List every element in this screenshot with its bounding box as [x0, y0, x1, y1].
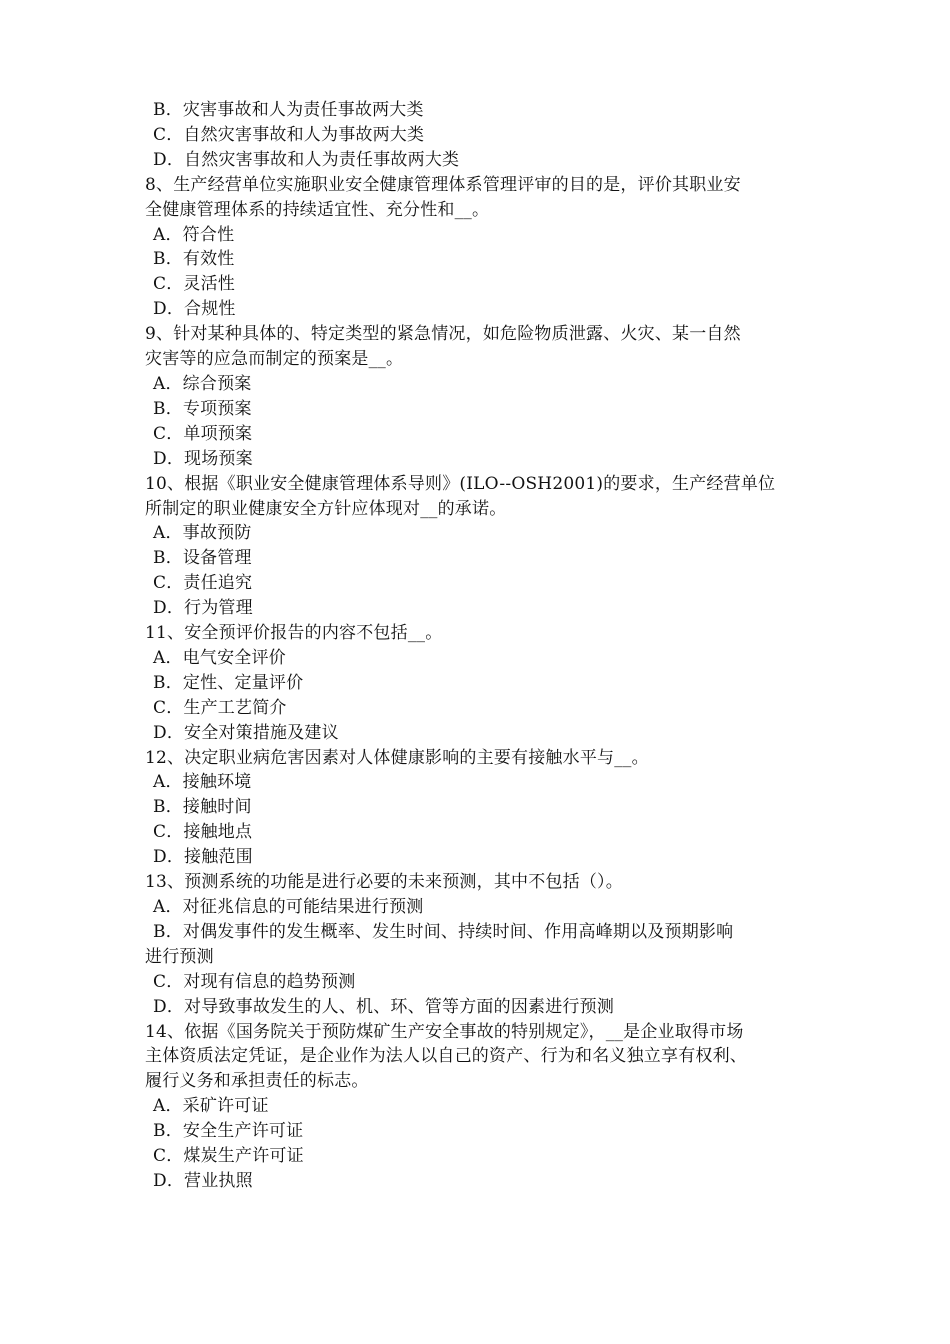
answer-option: C．自然灾害事故和人为事故两大类: [153, 124, 425, 145]
question-text: 10、根据《职业安全健康管理体系导则》(ILO--OSH2001)的要求，生产经营单位: [145, 473, 776, 494]
question-text: 11、安全预评价报告的内容不包括__。: [145, 623, 443, 644]
question-text: 12、决定职业病危害因素对人体健康影响的主要有接触水平与__。: [145, 747, 649, 768]
question-text: 主体资质法定凭证，是企业作为法人以自己的资产、行为和名义独立享有权利、: [145, 1046, 747, 1067]
question-text: 13、预测系统的功能是进行必要的未来预测，其中不包括（）。: [145, 872, 623, 893]
answer-option: B．接触时间: [153, 797, 252, 818]
answer-option: D．接触范围: [153, 847, 253, 868]
answer-option: B．有效性: [153, 249, 235, 270]
answer-option: D．现场预案: [153, 448, 253, 469]
answer-option: A．接触环境: [153, 772, 252, 793]
question-text: 14、依据《国务院关于预防煤矿生产安全事故的特别规定》，__是企业取得市场: [145, 1021, 744, 1042]
answer-option: B．定性、定量评价: [153, 672, 304, 693]
question-text: 进行预测: [145, 946, 214, 967]
answer-option: A．综合预案: [153, 373, 252, 394]
question-text: 灾害等的应急而制定的预案是__。: [145, 349, 404, 370]
answer-option: C．对现有信息的趋势预测: [153, 971, 356, 992]
answer-option: A．事故预防: [153, 523, 252, 544]
question-text: 履行义务和承担责任的标志。: [145, 1071, 369, 1092]
answer-option: C．责任追究: [153, 573, 253, 594]
answer-option: D．合规性: [153, 299, 236, 320]
question-text: 所制定的职业健康安全方针应体现对__的承诺。: [145, 498, 507, 519]
answer-option: B．灾害事故和人为责任事故两大类: [153, 100, 424, 120]
answer-option: D．营业执照: [153, 1170, 253, 1191]
answer-option: C．灵活性: [153, 274, 236, 295]
answer-option: A．采矿许可证: [153, 1096, 269, 1117]
answer-option: D．对导致事故发生的人、机、环、管等方面的因素进行预测: [153, 996, 615, 1017]
answer-option: C．单项预案: [153, 423, 253, 444]
answer-option: D．安全对策措施及建议: [153, 722, 339, 743]
answer-option: D．自然灾害事故和人为责任事故两大类: [153, 149, 460, 170]
question-text: 全健康管理体系的持续适宜性、充分性和__。: [145, 199, 490, 220]
document-page: [145, 98, 825, 1194]
answer-option: D．行为管理: [153, 598, 253, 619]
answer-option: C．煤炭生产许可证: [153, 1146, 304, 1167]
answer-option: B．设备管理: [153, 548, 252, 569]
question-text: 9、针对某种具体的、特定类型的紧急情况，如危险物质泄露、火灾、某一自然: [145, 324, 741, 345]
answer-option: B．专项预案: [153, 398, 252, 419]
question-text: 8、生产经营单位实施职业安全健康管理体系管理评审的目的是，评价其职业安: [145, 174, 741, 195]
answer-option: B．安全生产许可证: [153, 1121, 304, 1142]
answer-option: A．电气安全评价: [153, 647, 286, 668]
answer-option: B．对偶发事件的发生概率、发生时间、持续时间、作用高峰期以及预期影响: [153, 921, 734, 942]
answer-option: A．符合性: [153, 224, 235, 245]
answer-option: A．对征兆信息的可能结果进行预测: [153, 897, 424, 917]
answer-option: C．生产工艺简介: [153, 697, 287, 718]
answer-option: C．接触地点: [153, 822, 253, 843]
